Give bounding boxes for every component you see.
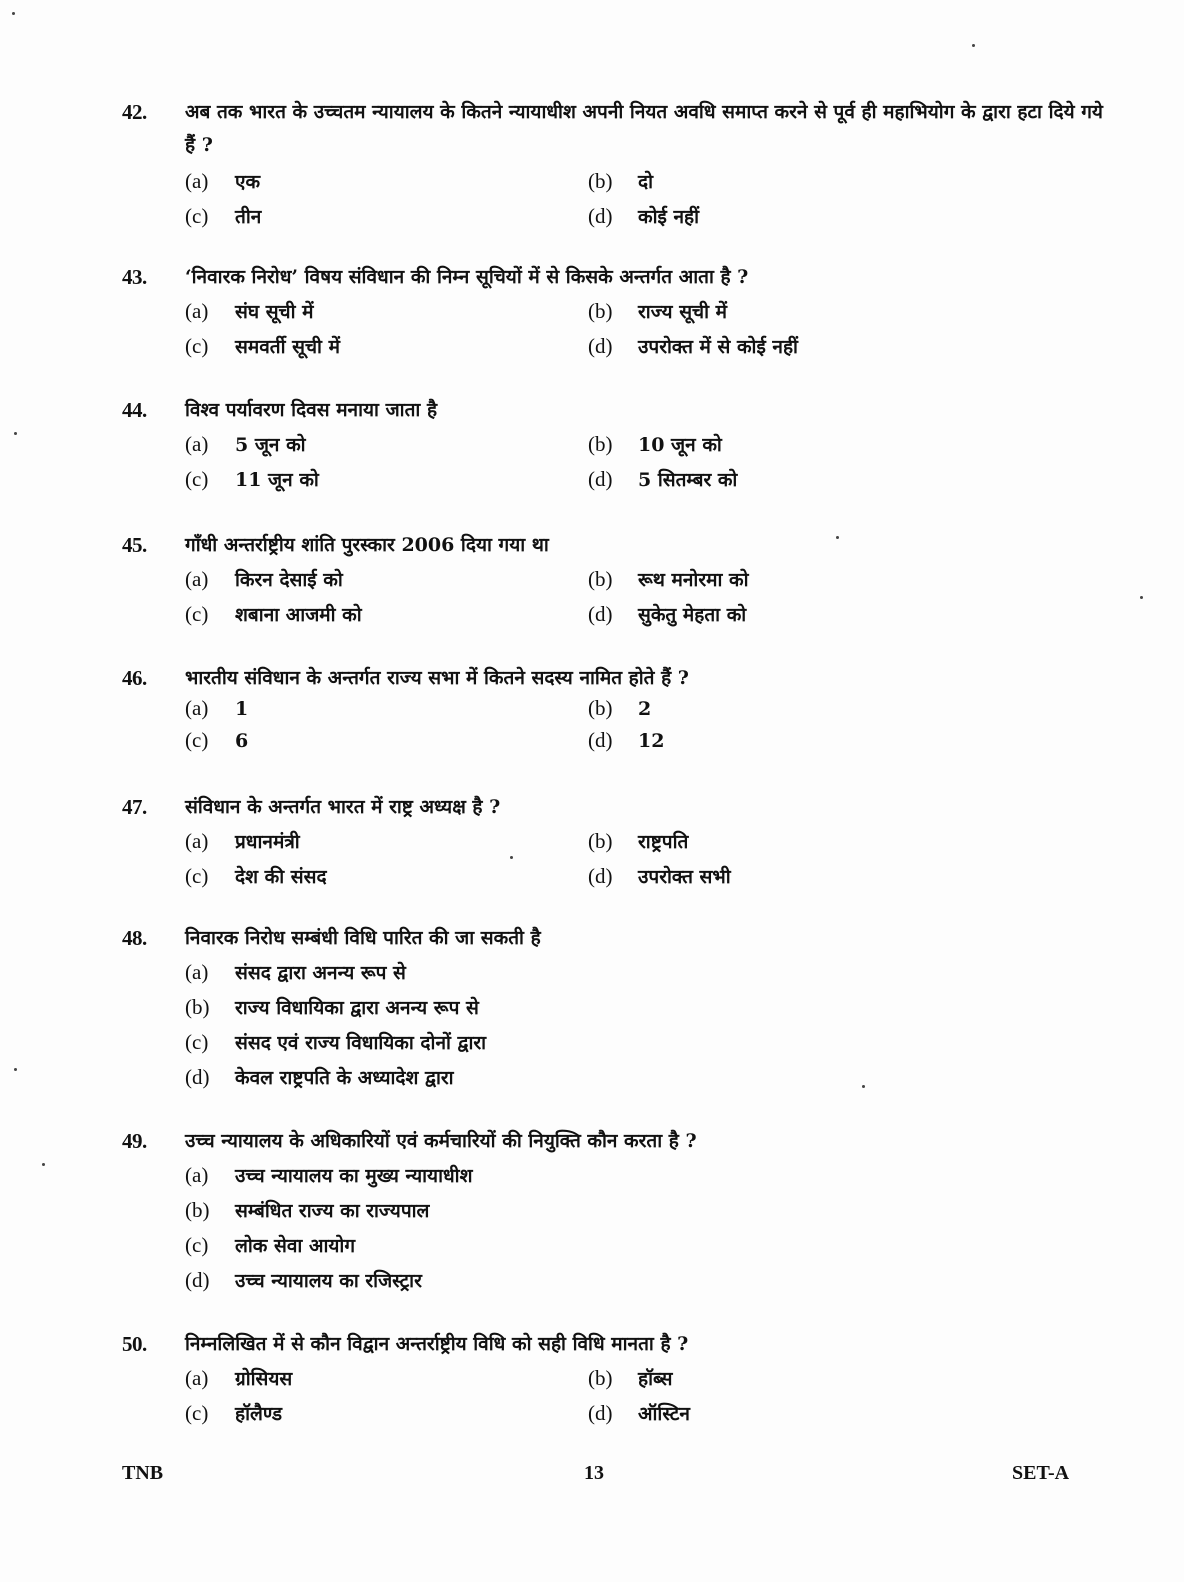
option-a: (a) ग्रोसियस [185, 1366, 293, 1390]
question-number: 50. [122, 1332, 147, 1356]
option-c: (c) शबाना आजमी को [185, 602, 362, 626]
scan-speck [42, 1163, 45, 1166]
options [185, 824, 1112, 894]
question-text: अब तक भारत के उच्चतम न्यायालय के कितने न्यायाधीश अपनी नियत अवधि समाप्त करने से पूर्व ही महाभियोग के द्वारा हटा दिये गये हैं ? [185, 101, 1103, 156]
question-49 [122, 1125, 1112, 1298]
question-text: गाँधी अन्तर्राष्ट्रीय शांति पुरस्कार 2006 दिया गया था [185, 534, 549, 556]
scan-speck [510, 856, 513, 859]
option-b: (b) 10 जून को [588, 432, 722, 456]
option-d: (d) 12 [588, 728, 665, 752]
question-50 [122, 1328, 1112, 1431]
option-b: (b) राष्ट्रपति [588, 829, 689, 853]
option-d: (d) उच्च न्यायालय का रजिस्ट्रार [185, 1268, 422, 1292]
option-d: (d) कोई नहीं [588, 204, 700, 228]
footer-set: SET-A [1012, 1462, 1070, 1484]
question-44 [122, 394, 1112, 497]
options [185, 294, 1112, 364]
question-number: 45. [122, 533, 147, 557]
question-43 [122, 261, 1112, 364]
question-text: उच्च न्यायालय के अधिकारियों एवं कर्मचारियों की नियुक्ति कौन करता है ? [185, 1130, 697, 1152]
option-c: (c) हॉलैण्ड [185, 1401, 283, 1425]
option-b: (b) हॉब्स [588, 1366, 673, 1390]
option-a: (a) संघ सूची में [185, 299, 314, 323]
option-a: (a) प्रधानमंत्री [185, 829, 300, 853]
scan-speck [862, 1085, 865, 1088]
option-d: (d) ऑस्टिन [588, 1401, 690, 1425]
option-c: (c) 6 [185, 728, 249, 752]
option-a: (a) उच्च न्यायालय का मुख्य न्यायाधीश [185, 1163, 473, 1187]
question-47 [122, 791, 1112, 894]
question-text: ‘निवारक निरोध’ विषय संविधान की निम्न सूचियों में से किसके अन्तर्गत आता है ? [185, 266, 749, 288]
option-d: (d) केवल राष्ट्रपति के अध्यादेश द्वारा [185, 1065, 454, 1089]
options [185, 1158, 1112, 1298]
option-c: (c) 11 जून को [185, 467, 319, 491]
question-48 [122, 922, 1112, 1095]
question-text: भारतीय संविधान के अन्तर्गत राज्य सभा में कितने सदस्य नामित होते हैं ? [185, 667, 689, 689]
option-b: (b) दो [588, 169, 654, 193]
question-number: 44. [122, 398, 147, 422]
scan-speck [836, 536, 839, 539]
question-46 [122, 662, 1112, 757]
option-a: (a) 5 जून को [185, 432, 306, 456]
page-number: 13 [584, 1462, 604, 1484]
option-d: (d) सुकेतु मेहता को [588, 602, 747, 626]
question-number: 48. [122, 926, 147, 950]
option-b: (b) 2 [588, 696, 652, 720]
options [185, 427, 1112, 497]
option-c: (c) समवर्ती सूची में [185, 334, 340, 358]
option-a: (a) संसद द्वारा अनन्य रूप से [185, 960, 406, 984]
question-number: 46. [122, 666, 147, 690]
option-b: (b) राज्य सूची में [588, 299, 728, 323]
question-number: 49. [122, 1129, 147, 1153]
question-text: संविधान के अन्तर्गत भारत में राष्ट्र अध्यक्ष है ? [185, 796, 501, 818]
options [185, 164, 1112, 234]
options [185, 1361, 1112, 1431]
scan-speck [14, 432, 17, 435]
option-a: (a) 1 [185, 696, 249, 720]
footer-code: TNB [122, 1462, 164, 1484]
option-a: (a) किरन देसाई को [185, 567, 343, 591]
option-b: (b) राज्य विधायिका द्वारा अनन्य रूप से [185, 995, 479, 1019]
question-number: 47. [122, 795, 147, 819]
option-c: (c) देश की संसद [185, 864, 327, 888]
scan-speck [14, 1068, 17, 1071]
scan-speck [972, 44, 975, 47]
question-number: 42. [122, 100, 147, 124]
question-number: 43. [122, 265, 147, 289]
option-b: (b) सम्बंधित राज्य का राज्यपाल [185, 1198, 430, 1222]
question-text: निवारक निरोध सम्बंधी विधि पारित की जा सकती है [185, 927, 541, 949]
option-a: (a) एक [185, 169, 261, 193]
option-c: (c) तीन [185, 204, 262, 228]
option-c: (c) संसद एवं राज्य विधायिका दोनों द्वारा [185, 1030, 487, 1054]
option-c: (c) लोक सेवा आयोग [185, 1233, 356, 1257]
option-d: (d) 5 सितम्बर को [588, 467, 738, 491]
question-text: विश्व पर्यावरण दिवस मनाया जाता है [185, 399, 438, 421]
question-text: निम्नलिखित में से कौन विद्वान अन्तर्राष्ट्रीय विधि को सही विधि मानता है ? [185, 1333, 689, 1355]
option-b: (b) रूथ मनोरमा को [588, 567, 749, 591]
option-d: (d) उपरोक्त सभी [588, 864, 731, 888]
options [185, 955, 1112, 1095]
question-42 [122, 96, 1112, 234]
option-d: (d) उपरोक्त में से कोई नहीं [588, 334, 798, 358]
scan-speck [12, 12, 15, 15]
options [185, 693, 1112, 757]
options [185, 562, 1112, 632]
scan-speck [1140, 596, 1143, 599]
question-45 [122, 529, 1112, 632]
